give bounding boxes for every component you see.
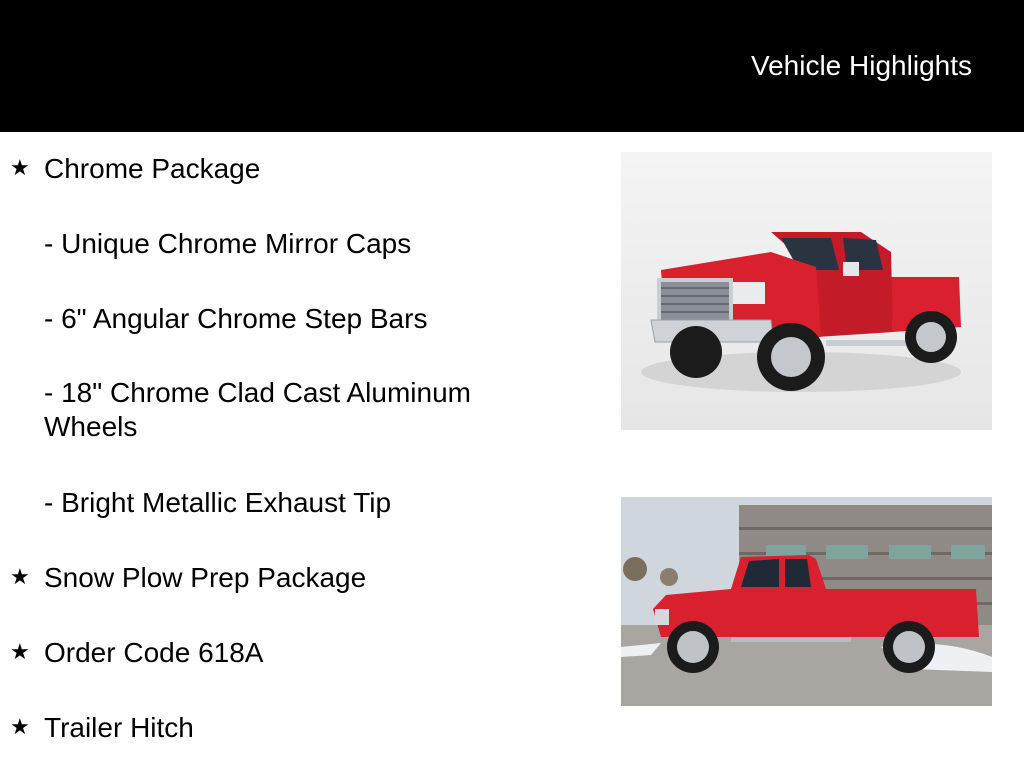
truck-photo-front <box>621 152 992 430</box>
list-item-text: - Unique Chrome Mirror Caps <box>44 228 412 259</box>
truck-side-illustration <box>621 497 992 706</box>
star-icon: ★ <box>10 155 30 180</box>
star-icon: ★ <box>10 564 30 589</box>
list-item-text: Snow Plow Prep Package <box>44 562 367 593</box>
page-title: Vehicle Highlights <box>750 50 972 81</box>
list-item-text: Trailer Hitch <box>44 712 194 743</box>
star-icon: ★ <box>10 714 30 739</box>
list-item-text: - Bright Metallic Exhaust Tip <box>44 487 392 518</box>
star-icon: ★ <box>10 639 30 664</box>
truck-front-illustration <box>621 152 992 430</box>
list-item-text: Order Code 618A <box>44 637 264 668</box>
list-item-text: - 6" Angular Chrome Step Bars <box>44 303 428 334</box>
truck-photo-side <box>621 497 992 706</box>
list-item-text: Chrome Package <box>44 153 261 184</box>
header-banner <box>0 0 1024 132</box>
list-item-text: - 18" Chrome Clad Cast Aluminum Wheels <box>44 377 471 442</box>
